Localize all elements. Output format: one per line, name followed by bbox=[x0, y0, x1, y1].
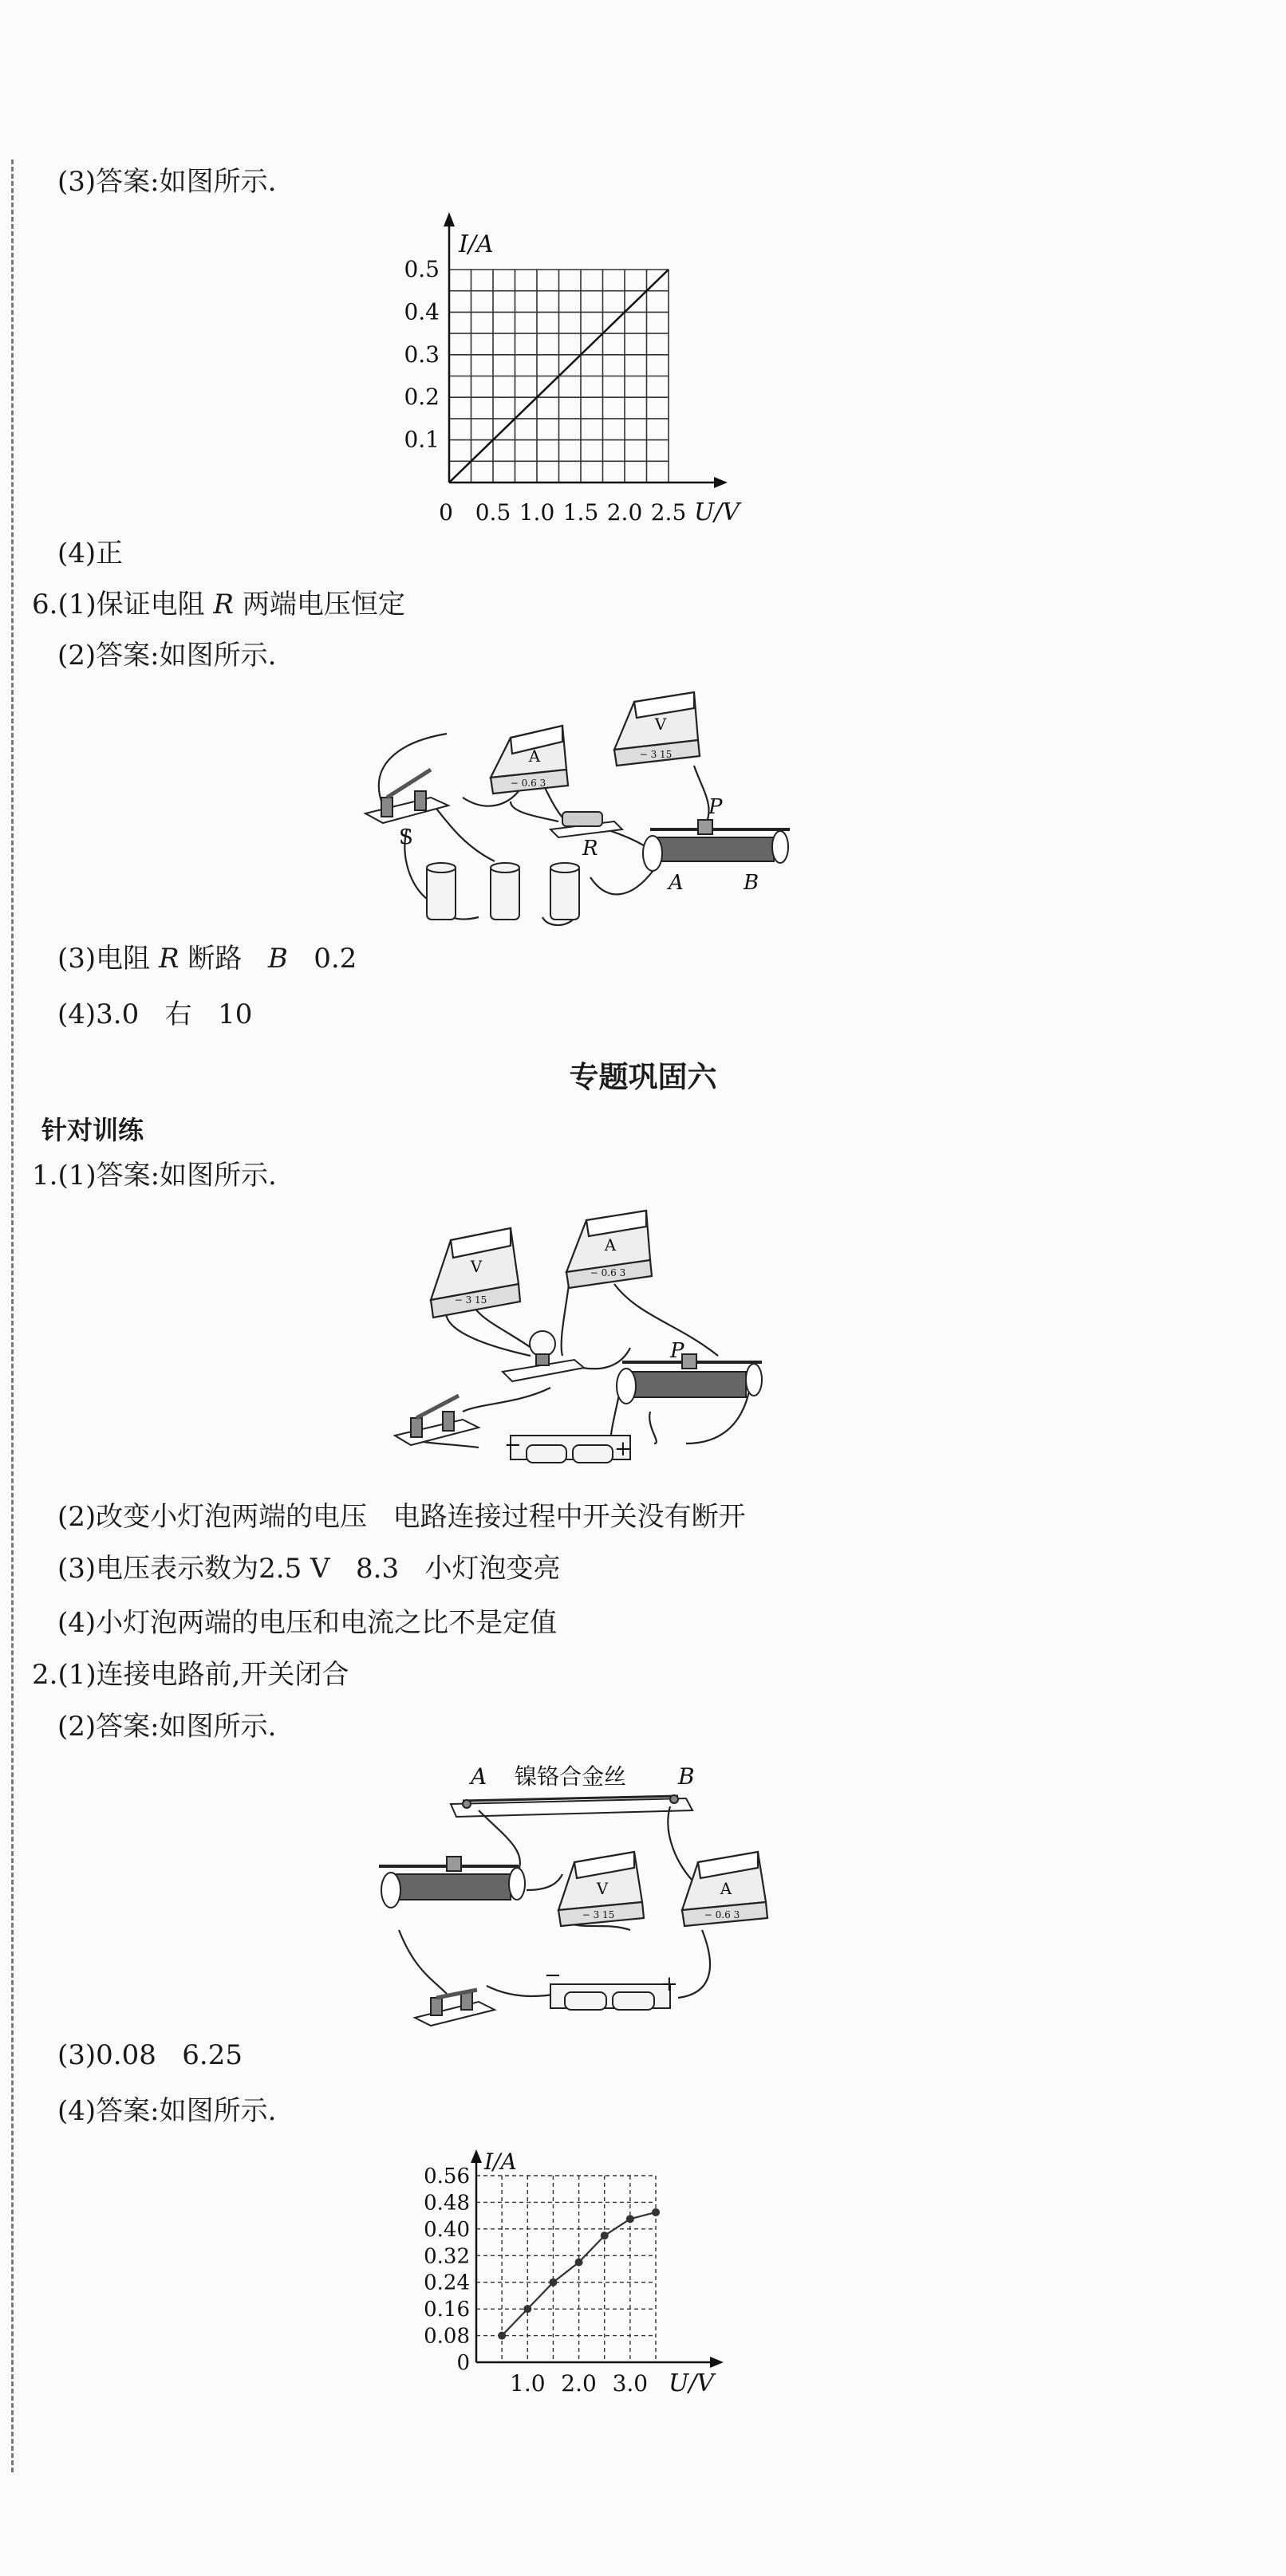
ammeter-letter: A bbox=[528, 746, 541, 766]
y-tick-label: 0.24 bbox=[424, 2271, 470, 2295]
data-point bbox=[523, 2305, 531, 2313]
answer-line: (2)答案:如图所示. bbox=[57, 640, 277, 672]
circuit-diagram-3 bbox=[367, 1751, 798, 2030]
bulb-icon bbox=[503, 1331, 584, 1381]
wire-label: 镍铬合金丝 bbox=[515, 1763, 627, 1790]
chart-iu-linear bbox=[383, 206, 766, 526]
voltmeter-scale: − 3 15 bbox=[582, 1909, 615, 1920]
data-point bbox=[652, 2208, 660, 2216]
voltmeter-scale: − 3 15 bbox=[639, 749, 673, 760]
battery-icon bbox=[550, 1984, 670, 2010]
subsection-title: 针对训练 bbox=[41, 1115, 144, 1145]
voltmeter-letter: V bbox=[654, 715, 667, 734]
x-tick-label: 1.0 bbox=[519, 499, 555, 526]
question-line: 6.(1)保证电阻 R 两端电压恒定 bbox=[32, 589, 405, 620]
answer-line: (3)答案:如图所示. bbox=[57, 166, 277, 198]
x-axis-arrow bbox=[714, 477, 728, 488]
x-tick-label: 0 bbox=[439, 499, 453, 526]
y-axis-arrow bbox=[471, 2149, 482, 2163]
y-axis-arrow bbox=[444, 212, 455, 226]
battery-icon bbox=[511, 1436, 630, 1463]
answer-line: (3)0.08 6.25 bbox=[57, 2039, 243, 2071]
voltmeter-scale: − 3 15 bbox=[454, 1294, 487, 1306]
resistor-label: R bbox=[582, 837, 598, 861]
voltmeter-letter: V bbox=[470, 1257, 483, 1276]
y-tick-label: 0.2 bbox=[404, 384, 440, 411]
y-tick-label: 0.48 bbox=[424, 2191, 470, 2216]
answer-line: (4)正 bbox=[57, 538, 124, 569]
x-tick-label: 1.0 bbox=[510, 2370, 546, 2397]
answer-line: (3)电压表示数为2.5 V 8.3 小灯泡变亮 bbox=[57, 1553, 561, 1585]
binding-edge-line bbox=[11, 160, 14, 2472]
x-tick-label: 3.0 bbox=[612, 2370, 649, 2397]
data-point bbox=[626, 2215, 634, 2223]
data-point bbox=[498, 2332, 506, 2340]
switch-icon bbox=[415, 1990, 495, 2026]
wire-end-a: A bbox=[471, 1763, 487, 1790]
answer-line: (2)答案:如图所示. bbox=[57, 1711, 277, 1743]
minus-label: − bbox=[544, 1964, 562, 1987]
x-tick-label: 2.0 bbox=[561, 2370, 597, 2397]
slider-label: P bbox=[708, 795, 723, 819]
y-tick-label: 0.1 bbox=[404, 426, 440, 453]
plus-label: + bbox=[614, 1437, 632, 1461]
y-tick-label: 0 bbox=[456, 2351, 470, 2375]
ammeter-letter: A bbox=[720, 1879, 732, 1898]
switch-icon bbox=[395, 1396, 479, 1445]
series-curve bbox=[502, 2212, 656, 2336]
data-point bbox=[575, 2259, 583, 2267]
rheostat-icon bbox=[643, 820, 790, 871]
x-axis-label: U/V bbox=[669, 2369, 715, 2397]
x-tick-label: 2.0 bbox=[606, 499, 643, 526]
y-tick-label: 0.32 bbox=[424, 2244, 470, 2269]
ammeter-scale: − 0.6 3 bbox=[590, 1267, 626, 1278]
circuit-diagram-1 bbox=[351, 682, 798, 937]
end-b-label: B bbox=[744, 871, 759, 895]
switch-icon bbox=[365, 770, 448, 823]
answer-line: (2)改变小灯泡两端的电压 电路连接过程中开关没有断开 bbox=[57, 1501, 746, 1533]
chart-iu-curve bbox=[407, 2137, 742, 2409]
battery-icon bbox=[427, 863, 579, 920]
y-axis-label: I/A bbox=[484, 2149, 517, 2175]
data-point bbox=[549, 2279, 557, 2286]
y-tick-label: 0.40 bbox=[424, 2217, 470, 2242]
question-line: 1.(1)答案:如图所示. bbox=[32, 1160, 277, 1191]
y-axis-label: I/A bbox=[459, 230, 494, 258]
question-line: 2.(1)连接电路前,开关闭合 bbox=[32, 1659, 349, 1691]
y-tick-label: 0.56 bbox=[424, 2164, 470, 2188]
x-axis-label: U/V bbox=[694, 498, 740, 526]
answer-line: (4)答案:如图所示. bbox=[57, 2095, 277, 2127]
ammeter-scale: − 0.6 3 bbox=[510, 778, 546, 789]
answer-line: (4)3.0 右 10 bbox=[57, 998, 253, 1030]
y-tick-label: 0.16 bbox=[424, 2298, 470, 2322]
ammeter-scale: − 0.6 3 bbox=[704, 1909, 740, 1920]
x-tick-label: 1.5 bbox=[562, 499, 599, 526]
plus-label: + bbox=[661, 1972, 678, 1996]
wire-end-b: B bbox=[678, 1763, 695, 1790]
end-a-label: A bbox=[669, 871, 684, 895]
alloy-wire-board bbox=[451, 1795, 692, 1817]
x-tick-label: 0.5 bbox=[475, 499, 511, 526]
ammeter-letter: A bbox=[604, 1235, 617, 1255]
data-point bbox=[601, 2231, 609, 2239]
y-tick-label: 0.4 bbox=[404, 298, 440, 325]
circuit-diagram-2 bbox=[375, 1196, 798, 1467]
answer-line: (3)电阻 R 断路 B 0.2 bbox=[57, 943, 357, 975]
minus-label: − bbox=[504, 1433, 522, 1457]
switch-label: S bbox=[399, 825, 413, 849]
x-tick-label: 2.5 bbox=[650, 499, 687, 526]
y-tick-label: 0.3 bbox=[404, 341, 440, 368]
y-tick-label: 0.08 bbox=[424, 2324, 470, 2349]
answer-line: (4)小灯泡两端的电压和电流之比不是定值 bbox=[57, 1607, 558, 1639]
slider-label: P bbox=[670, 1339, 684, 1363]
x-axis-arrow bbox=[710, 2357, 724, 2368]
section-title: 专题巩固六 bbox=[569, 1060, 717, 1094]
rheostat-icon bbox=[379, 1857, 525, 1908]
rheostat-icon bbox=[617, 1354, 762, 1404]
y-tick-label: 0.5 bbox=[404, 256, 440, 282]
voltmeter-letter: V bbox=[596, 1879, 609, 1898]
